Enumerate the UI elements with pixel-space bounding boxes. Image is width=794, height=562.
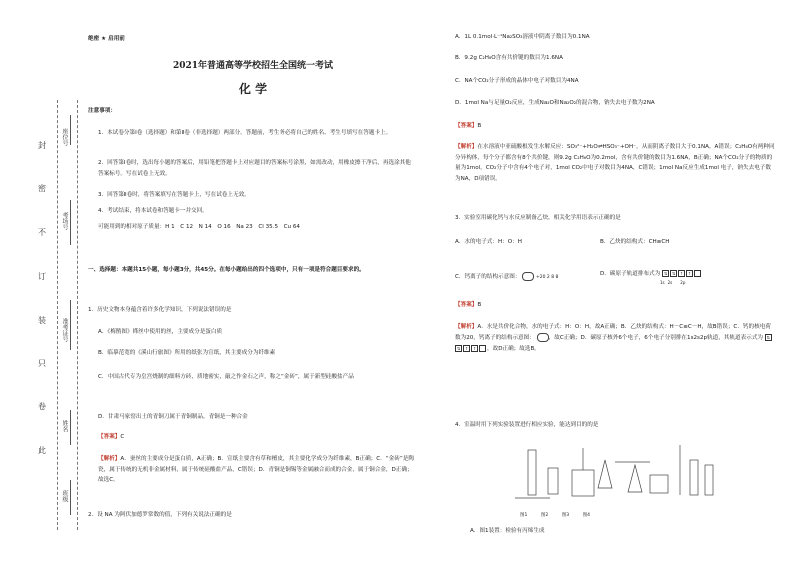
calcium-ion-diagram	[537, 333, 549, 342]
seal-glyph: 只	[38, 359, 46, 368]
q3-option-a: A．水的电子式：H：O：H	[455, 239, 522, 245]
q2-option-d: D．1mol Na与足量O₂反应，生成Na₂O和Na₂O₂的混合物，钠失去电子数为2NA	[455, 100, 655, 106]
q4-option-a: A．图1装置：检验有丙烯生成	[470, 528, 545, 534]
q4-apparatus-figure	[510, 440, 725, 510]
sidebar-blank-room[interactable]	[70, 200, 71, 245]
answer-value: B	[477, 302, 482, 308]
sidebar-field-ticket: 准考证号	[61, 318, 68, 342]
sidebar-blank-seat[interactable]	[70, 115, 71, 145]
orbital-box	[479, 345, 486, 352]
seal-glyph: 装	[38, 316, 46, 325]
tube-4	[690, 460, 698, 495]
orbital-labels	[660, 280, 685, 285]
sidebar-blank-name[interactable]	[70, 410, 71, 445]
orbital-label: 2p	[680, 280, 686, 285]
q2-option-c: C．NA个CO₂分子形成的晶体中电子对数目为4NA	[455, 78, 579, 84]
seal-glyph: 订	[38, 272, 46, 281]
test-tube	[528, 450, 536, 495]
secret-mark: 绝密 ★ 启用前	[88, 36, 125, 42]
tube-5	[705, 465, 713, 495]
analysis-label: 【解析】	[98, 456, 121, 462]
atomic-masses: 可能用到的相对原子质量：H 1 C 12 N 14 O 16 Na 23 Cl 35.5 Cu 64	[98, 224, 300, 230]
orbital-box-2p: ↑	[687, 271, 692, 276]
subject-title: 化 学	[238, 82, 268, 96]
q1-option-b: B．临摹范宽的《溪山行旅图》所用的纸张为宣纸，其主要成分为纤维素	[98, 350, 276, 356]
q1-option-a: A．《梅鹊图》缂丝中使用的丝，主要成分是蛋白质	[98, 329, 223, 335]
seal-glyph: 不	[38, 228, 46, 237]
answer-label: 【答案】	[455, 302, 478, 308]
apparatus-drawing	[510, 440, 725, 510]
answer-label: 【答案】	[98, 434, 121, 440]
seal-glyph: 此	[38, 446, 46, 455]
orbital-box: ⇅	[766, 335, 770, 340]
sidebar-field-name: 姓名	[61, 420, 68, 432]
gas-bottle	[572, 470, 594, 496]
q3-answer	[455, 302, 481, 309]
conical-flask	[628, 465, 642, 492]
answer-value: B	[477, 123, 482, 129]
orbital-label: 2s	[667, 280, 673, 285]
sidebar-field-room: 考场号	[61, 212, 68, 230]
answer-value: C	[120, 434, 125, 440]
q2-analysis	[455, 142, 775, 184]
analysis-label: 【解析】	[455, 144, 478, 150]
analysis-label: 【解析】	[455, 324, 478, 330]
q3-option-c-row	[455, 272, 558, 281]
seal-glyph: 密	[38, 184, 46, 193]
notes-heading: 注意事项：	[88, 108, 116, 114]
binding-line-2	[77, 100, 78, 530]
q3-option-c: C．钙离子的结构示意图：	[455, 274, 521, 280]
flask	[598, 460, 612, 488]
note-item: 4．考试结束，将本试卷和答题卡一并交回。	[98, 208, 208, 214]
q1-option-c: C．中国古代专为皇宫烧制的细料方砖，质地密实，敲之作金石之声，称之“金砖”，属于新型硅酸盐产品	[98, 374, 354, 380]
seal-glyph: 卷	[38, 402, 46, 411]
sidebar-blank-ticket[interactable]	[70, 300, 71, 350]
q2-stem: 2．设 NA 为阿伏加德罗常数的值，下列有关说法正确的是	[88, 512, 232, 518]
binding-line	[57, 100, 58, 530]
analysis-text-2: ，故C正确；D．碳原子核外6个电子，6个电子分别排在1s2s2p轨道，其轨道表示式为	[548, 335, 764, 341]
q4-stem: 4．室温时用下列实验装置进行相应实验，能达到目的的是	[455, 422, 599, 428]
analysis-text: 在水溶液中亚硫酸根发生水解反应：SO₃²⁻+H₂O⇌HSO₃⁻+OH⁻，从而阴离子数目大于0.1NA，A错误；C₂H₆O有两种同分异构体，每个分子都含有8个共价键，则9.2g C₂H₆O为0.2mol，含有共价键的数目为1.6NA，B正确；NA个CO₂分子的物质的量为1mol，CO₂分子中含有4个电子对，1mol CO₂中电子对数目为4NA，C错误；1mol Na反应生成1mol 电子，钠失去电子数为NA，D项错误。	[455, 144, 775, 182]
calcium-ion-diagram	[522, 272, 534, 281]
beaker	[548, 468, 558, 494]
q1-analysis	[98, 454, 416, 486]
note-item: 3．回答第Ⅱ卷时，将答案填写在答题卡上，写在试卷上无效。	[98, 192, 250, 198]
orbital-box: ↑	[472, 346, 477, 351]
orbital-label: 1s	[660, 280, 665, 285]
sidebar-field-class: 班级	[61, 490, 68, 502]
q3-stem: 3．实验室用碳化钙与水反应制备乙炔，相关化学用语表示正确的是	[455, 215, 621, 221]
reagent-bottle	[650, 475, 668, 493]
q3-option-d-row	[600, 270, 702, 278]
q3-option-d: D．碳原子轨道排布式为	[600, 271, 661, 277]
orbital-box: ⇅	[456, 346, 461, 351]
orbital-box-1s: ⇅	[663, 271, 668, 276]
answer-label: 【答案】	[455, 123, 478, 129]
orbital-box-2s: ⇅	[671, 271, 676, 276]
q1-option-d: D．甘肃马家窑出土的青铜刀属于青铜制品，青铜是一种合金	[98, 414, 248, 420]
q3-analysis	[455, 322, 775, 355]
analysis-text: A．蚕丝的主要成分是蛋白质，A正确；B．宣纸主要含有草和檀皮，其主要化学成分为纤维素，B正确；C．“金砖”是陶瓷，属于传统的无机非金属材料，属于传统硅酸盐产品，C错误；D．青铜是铜锡等金属融合而成的合金，属于铜合金，D正确；故选C。	[98, 456, 414, 483]
section1-heading: 一、选择题：本题共15小题，每小题3分，共45分。在每小题给出的四个选项中，只有一项是符合题目要求的。	[88, 267, 365, 273]
note-item: 2．回答第Ⅰ卷时，选出每小题的答案后，用铅笔把答题卡上对应题目的答案标号涂黑，如需改动，用橡皮擦干净后，再选涂其他答案标号。写在试卷上无效。	[98, 160, 411, 177]
orbital-box: ↑	[464, 346, 469, 351]
sidebar-field-seat: 座位号	[61, 128, 68, 146]
q2-answer	[455, 123, 481, 130]
q3-option-b: B．乙炔的结构式：CH≡CH	[600, 239, 670, 245]
figure-caption: 图1 图2 图3 图4	[520, 513, 590, 518]
q2-option-b: B．9.2g C₂H₆O含有共价键的数目为1.6NA	[455, 55, 563, 61]
exam-title: 2021年普通高等学校招生全国统一考试	[172, 61, 334, 71]
orbital-box-2p: ↑	[679, 271, 684, 276]
q1-stem: 1．历史文物本身蕴含着许多化学知识，下列说法错误的是	[88, 307, 232, 313]
orbital-box-2p	[694, 270, 701, 277]
q2-option-a: A．1L 0.1mol·L⁻¹Na₂SO₃溶液中阴离子数目为0.1NA	[455, 34, 590, 40]
sidebar-blank-class[interactable]	[70, 480, 71, 515]
seal-glyph: 封	[38, 141, 46, 150]
analysis-text-3: ，故D正确；故选B。	[487, 346, 540, 352]
calcium-shells: +20 2 8 8	[536, 275, 559, 280]
analysis-text-1: A．水是共价化合物，水的电子式：H：O：H，故A正确；B．乙炔的结构式：H－C≡C－H，故B错误；C．钙的核电荷数为20，钙离子的结构示意图：	[455, 324, 771, 341]
q1-answer	[98, 434, 124, 441]
note-item: 1．本试卷分第Ⅰ卷（选择题）和第Ⅱ卷（非选择题）两部分。答题前，考生务必将自己的姓名、考生号填写在答题卡上。	[98, 130, 392, 136]
